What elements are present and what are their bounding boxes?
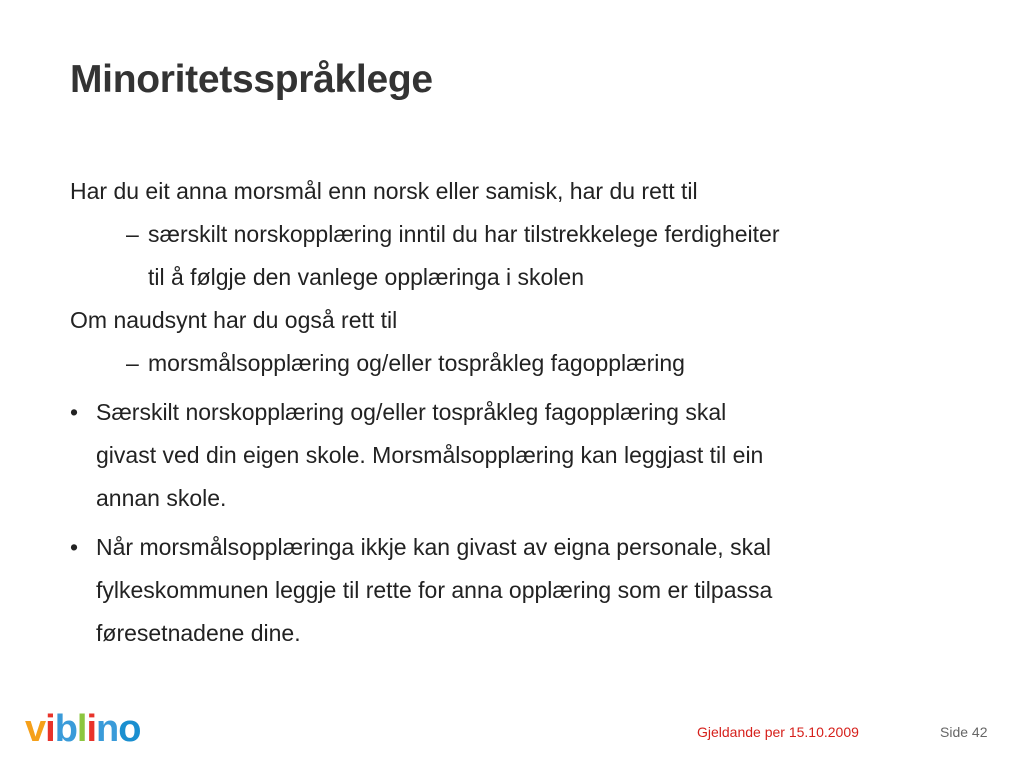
intro2-text: Om naudsynt har du også rett til <box>70 307 398 333</box>
bullet-line: Særskilt norskopplæring og/eller tospråkleg fagopplæring skal <box>96 399 727 425</box>
slide-body <box>70 170 950 655</box>
logo-letter: b <box>54 708 77 750</box>
bullet-line: fylkeskommunen leggje til rette for anna opplæring som er tilpassa <box>96 577 773 603</box>
intro-text: Har du eit anna morsmål enn norsk eller samisk, har du rett til <box>70 178 698 204</box>
logo-letter: i <box>86 708 97 750</box>
bullet-line: givast ved din eigen skole. Morsmålsopplæring kan leggjast til ein <box>96 442 764 468</box>
bullet-item <box>70 526 950 655</box>
logo-letter: l <box>76 708 87 750</box>
dash-item-line: til å følgje den vanlege opplæringa i skolen <box>148 264 584 290</box>
page-number: Side 42 <box>940 724 988 740</box>
slide-title: Minoritetsspråklege <box>70 58 433 101</box>
dash-item-line: særskilt norskopplæring inntil du har tilstrekkelege ferdigheiter <box>148 221 780 247</box>
dash-marker: – <box>126 221 139 247</box>
bullet-item <box>70 391 950 520</box>
dash-marker: – <box>126 350 139 376</box>
bullet-line: føresetnadene dine. <box>96 620 301 646</box>
bullet-line: Når morsmålsopplæringa ikkje kan givast av eigna personale, skal <box>96 534 771 560</box>
dash-item-mother-tongue <box>70 342 950 385</box>
logo-letter: o <box>118 708 141 750</box>
logo-letter: i <box>45 708 55 750</box>
bullet-marker: • <box>70 534 79 560</box>
bullet-line: annan skole. <box>96 485 227 511</box>
dash-item-norwegian-training <box>70 213 950 299</box>
logo-letter: v <box>25 708 46 750</box>
logo-letter: n <box>96 708 119 750</box>
dash-item-line: morsmålsopplæring og/eller tospråkleg fagopplæring <box>148 350 685 376</box>
viblino-logo <box>25 708 140 751</box>
bullet-marker: • <box>70 399 79 425</box>
footer-date: Gjeldande per 15.10.2009 <box>697 724 859 740</box>
